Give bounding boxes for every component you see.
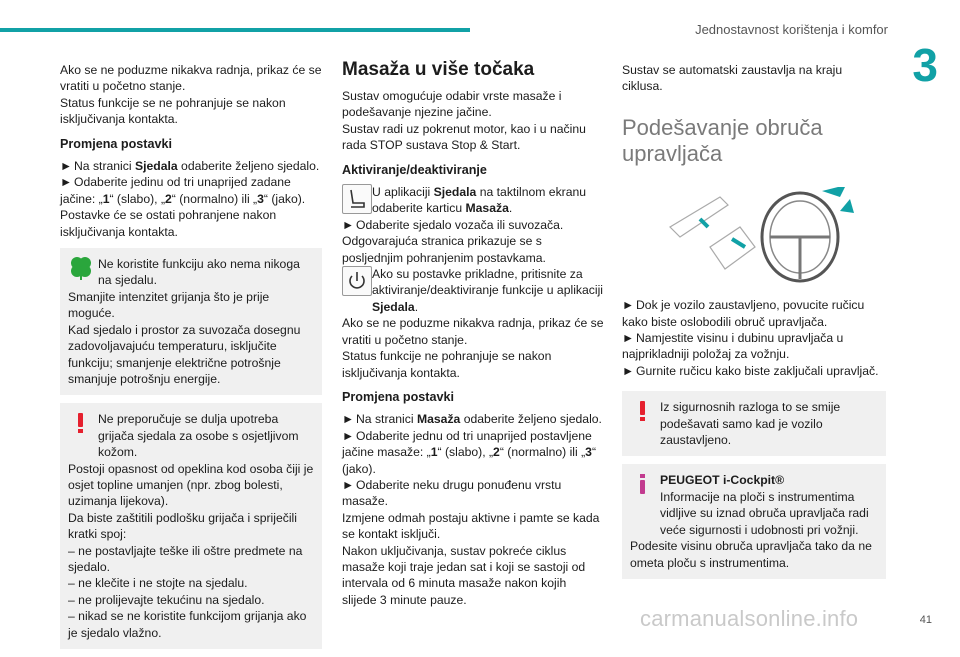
info-box (622, 464, 886, 578)
section-title: Podešavanje obruča upravljača (622, 114, 823, 166)
bullet-item: ► Gurnite ručicu kako biste zaključali upravljač. (622, 363, 879, 378)
triangle-bullet-icon: ► (342, 412, 355, 427)
chapter-number: 3 (912, 39, 938, 91)
watermark: carmanualsonline.info (640, 606, 859, 631)
dash-item: – ne postavljajte teške ili oštre predmete na sjedalo. (68, 543, 303, 574)
paragraph: Status funkcije ne pohranjuje se nakon isključivanja kontakta. (342, 349, 552, 380)
warning-text: Iz sigurnosnih razloga to se smije podešavati samo kad je vozilo zaustavljeno. (660, 400, 841, 448)
eco-note-box (60, 248, 322, 395)
note-text: Smanjite intenzitet grijanja što je prije moguće. (68, 289, 270, 321)
paragraph: Sustav se automatski zaustavlja na kraju ciklusa. (622, 63, 843, 94)
warning-exclamation-icon (632, 399, 654, 423)
seat-icon (342, 184, 372, 214)
paragraph: Ako se ne poduzme nikakva radnja, prikaz će se vratiti u početno stanje. (60, 63, 322, 94)
warning-box (60, 403, 322, 649)
warning-text: Ne preporučuje se dulja upotreba grijača sjedala za osobe s osjetljivom kožom. (98, 412, 299, 460)
paragraph: Status funkcije se ne pohranjuje se nakon isključivanja kontakta. (60, 95, 286, 127)
eco-leaf-icon (70, 256, 92, 280)
header-accent-bar (0, 28, 470, 32)
info-text: Informacije na ploči s instrumentima vidljive su iznad obruča upravljača radi veće sigurnosti i udobnosti pri vožnji. (660, 489, 869, 537)
triangle-bullet-icon: ► (60, 159, 73, 174)
bullet-item: ► Odaberite jednu od tri unaprijed postavljene jačine masaže: „1“ (slabo), „2“ (normalno) ili „3“ (jako). (342, 428, 596, 476)
bullet-item: ► Odaberite jedinu od tri unaprijed zadane jačine: „1“ (slabo), „2“ (normalno) ili „3“ (jako). (60, 175, 306, 206)
warning-text: Da biste zaštitili podlošku grijača i spriječili kratki spoj: (68, 510, 297, 542)
warning-text: Postoji opasnost od opeklina kod osoba čiji je osjet topline umanjen (npr. zbog bolesti, uzimanja lijekova). (68, 461, 314, 509)
power-instruction: Ako su postavke prikladne, pritisnite za aktiviranje/deaktiviranje funkcije u aplikaciji Sjedala. (342, 266, 604, 315)
section-heading: Promjena postavki (342, 389, 454, 404)
page-header-title: Jednostavnost korištenja i komfor (695, 22, 888, 37)
note-text: Kad sjedalo i prostor za suvozača dosegnu zadovoljavajuću temperaturu, isključite funkciju; smanjenje električne potrošnje smanjuje potrošnju energije. (68, 322, 301, 386)
bullet-item: ► Dok je vozilo zaustavljeno, povucite ručicu kako biste oslobodili obruč upravljača. (622, 298, 865, 329)
steering-wheel-illustration (650, 187, 870, 287)
power-icon (342, 266, 372, 296)
section-heading: Promjena postavki (60, 136, 172, 151)
triangle-bullet-icon: ► (342, 477, 355, 492)
section-title: Masaža u više točaka (342, 59, 535, 80)
dash-item: – ne klečite i ne stojte na sjedalu. (68, 576, 248, 591)
paragraph: Odgovarajuća stranica prikazuje se s posljednjim pohranjenim postavkama. (342, 234, 546, 265)
paragraph: Sustav radi uz pokrenut motor, kao i u načinu rada STOP sustava Stop & Start. (342, 121, 586, 153)
dash-item: – nikad se ne koristite funkcijom grijanja ako je sjedalo vlažno. (68, 609, 307, 640)
dash-item: – ne prolijevajte tekućinu na sjedalo. (68, 592, 265, 607)
section-heading: Aktiviranje/deaktiviranje (342, 162, 487, 177)
bullet-item: ► Namjestite visinu i dubinu upravljača u najprikladniji položaj za vožnju. (622, 331, 844, 362)
note-text: Ne koristite funkciju ako nema nikoga na sjedalu. (98, 257, 300, 288)
triangle-bullet-icon: ► (622, 298, 635, 313)
page-number: 41 (919, 614, 932, 626)
paragraph: Postavke će se ostati pohranjene nakon isključivanja kontakta. (60, 208, 277, 239)
info-title: PEUGEOT i-Cockpit® (660, 473, 785, 488)
info-icon (632, 472, 654, 496)
paragraph: Nakon uključivanja, sustav pokreće ciklus masaže koji traje jedan sat i koji se sastoji od intervala od 6 minuta masaže nakon kojih slijede 3 minute pauze. (342, 543, 586, 607)
bullet-item: ► Odaberite sjedalo vozača ili suvozača. (342, 217, 564, 232)
warning-exclamation-icon (70, 411, 92, 435)
column-1 (60, 62, 322, 657)
column-2 (342, 59, 604, 608)
triangle-bullet-icon: ► (60, 175, 73, 190)
triangle-bullet-icon: ► (342, 428, 355, 443)
paragraph: Ako se ne poduzme nikakva radnja, prikaz će se vratiti u početno stanje. (342, 316, 604, 347)
seat-app-instruction: U aplikaciji Sjedala na taktilnom ekranu odaberite karticu Masaža. (342, 184, 604, 217)
paragraph: Sustav omogućuje odabir vrste masaže i podešavanje njezine jačine. (342, 89, 562, 120)
warning-box (622, 391, 886, 456)
bullet-item: ► Na stranici Masaža odaberite željeno sjedalo. (342, 412, 602, 427)
bullet-item: ► Odaberite neku drugu ponuđenu vrstu masaže. (342, 477, 562, 509)
bullet-item: ► Na stranici Sjedala odaberite željeno sjedalo. (60, 159, 320, 174)
paragraph: Izmjene odmah postaju aktivne i pamte se kada se kontakt isključi. (342, 510, 600, 542)
triangle-bullet-icon: ► (622, 331, 635, 346)
column-3 (622, 62, 886, 587)
triangle-bullet-icon: ► (622, 363, 635, 378)
triangle-bullet-icon: ► (342, 217, 355, 232)
info-text: Podesite visinu obruča upravljača tako da ne ometa ploču s instrumentima. (630, 539, 872, 570)
